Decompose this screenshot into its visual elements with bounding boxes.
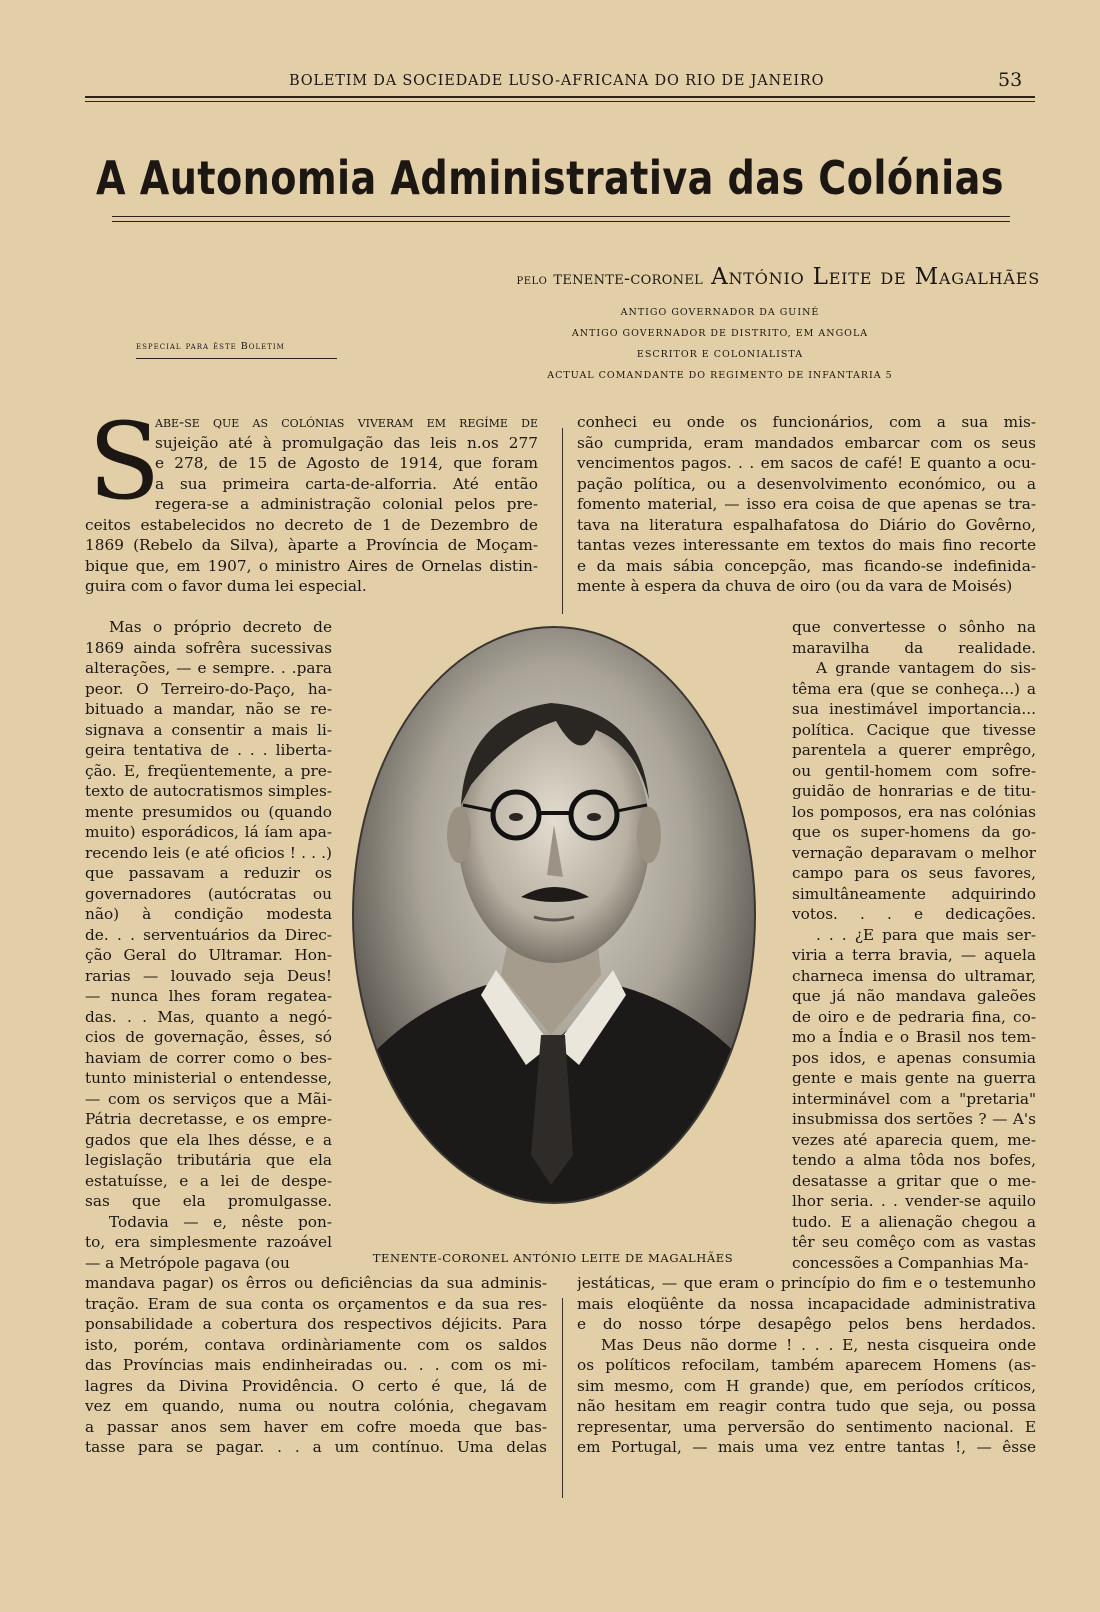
text-line: — com os serviços que a Mãi- — [85, 1089, 332, 1108]
text-line: sim mesmo, com H grande) que, em períodos críticos, — [577, 1376, 1036, 1395]
text-line: geira tentativa de . . . liberta- — [85, 741, 332, 759]
text-line: jestáticas, — que eram o princípio do fim e o testemunho — [577, 1274, 1036, 1292]
text-line: lagres da Divina Providência. O certo é que, lá de — [85, 1376, 547, 1395]
text-line: viria a terra bravia, — aquela — [792, 946, 1036, 964]
text-line: rarias — louvado seja Deus! — [85, 966, 332, 985]
text-line: os políticos refocilam, também aparecem Homens (as- — [577, 1356, 1036, 1374]
text-line: mente presumidos ou (quando — [85, 802, 332, 821]
text-line: das Províncias mais endinheiradas ou. . . com os mi- — [85, 1356, 547, 1374]
column-divider — [562, 1298, 563, 1498]
header-rule-thin — [85, 101, 1035, 102]
text-line: abe-se que as colónias viveram em regíme de — [155, 413, 538, 431]
text-line: vernação deparavam o melhor — [792, 843, 1036, 862]
text-line: lhor seria. . . vender-se aquilo — [792, 1192, 1036, 1210]
text-line: concessões a Companhias Ma- — [792, 1253, 1029, 1272]
text-line: que passavam a reduzir os — [85, 864, 332, 882]
text-line: legislação tributária que ela — [85, 1151, 332, 1169]
right-narrow-column — [792, 617, 1036, 1273]
header-rule — [85, 96, 1035, 98]
text-line: tudo. E a alienação chegou a — [792, 1212, 1036, 1231]
drop-cap: S — [88, 400, 161, 523]
text-line: são cumprida, eram mandados embarcar com os seus — [577, 433, 1036, 452]
text-line: regera-se a administração colonial pelos pre- — [155, 495, 538, 513]
byline-rank: tenente-coronel — [553, 268, 704, 289]
text-line: que convertesse o sônho na — [792, 618, 1036, 636]
text-line: fomento material, — isso era coisa de que apenas se tra- — [577, 495, 1036, 513]
text-line: ponsabilidade a cobertura dos respectivos déjicits. Para — [85, 1315, 547, 1333]
text-line: maravilha da realidade. — [792, 638, 1036, 657]
right-bottom-paragraph — [577, 1273, 1036, 1458]
text-line: em Portugal, — mais uma vez entre tantas !, — êsse — [577, 1438, 1036, 1456]
text-line: votos. . . e dedicações. — [792, 905, 1036, 923]
text-line: los pomposos, era nas colónias — [792, 802, 1036, 821]
credit-line: ESCRITOR E COLONIALISTA — [636, 349, 804, 360]
text-line: tendo a alma tôda nos bofes, — [792, 1151, 1036, 1169]
text-line: sujeição até à promulgação das leis n.os 277 — [155, 433, 538, 452]
text-line: e 278, de 15 de Agosto de 1914, que foram — [155, 454, 538, 472]
text-line: cios de governação, êsses, só — [85, 1028, 332, 1046]
text-line: signava a consentir a mais li- — [85, 720, 332, 739]
text-line: vencimentos pagos. . . em sacos de café! E quanto a ocu- — [577, 454, 1036, 472]
text-line: política. Cacique que tivesse — [792, 720, 1036, 739]
text-line: tasse para se pagar. . . a um contínuo. Uma delas — [85, 1438, 547, 1456]
text-line: campo para os seus favores, — [792, 864, 1036, 882]
byline-prefix: pelo — [516, 272, 548, 288]
text-line: vezes até aparecia quem, me- — [792, 1130, 1036, 1149]
text-line: — a Metrópole pagava (ou — [85, 1253, 290, 1272]
text-line: muito) esporádicos, lá íam apa- — [85, 823, 332, 841]
text-line: simultâneamente adquirindo — [792, 884, 1036, 903]
text-line: tração. Eram de sua conta os orçamentos e da sua res- — [85, 1294, 547, 1313]
right-top-paragraph — [577, 412, 1036, 597]
left-bottom-paragraph — [85, 1273, 547, 1458]
text-line: A grande vantagem do sis- — [816, 659, 1036, 677]
column-divider — [562, 428, 563, 614]
text-line: mais eloqüênte da nossa incapacidade administrativa — [577, 1294, 1036, 1313]
text-line: desatasse a gritar que o me- — [792, 1171, 1036, 1190]
text-line: a passar anos sem haver em cofre moeda que bas- — [85, 1417, 547, 1436]
text-line: 1869 ainda sofrêra sucessivas — [85, 638, 332, 657]
text-line: guidão de honrarias e de titu- — [792, 782, 1036, 800]
text-line: pação política, ou a desenvolvimento económico, ou a — [577, 474, 1036, 493]
text-line: representar, uma perversão do sentimento nacional. E — [577, 1417, 1036, 1436]
photo-caption: TENENTE-CORONEL ANTÓNIO LEITE DE MAGALHÃES — [372, 1251, 734, 1265]
text-line: — nunca lhes foram regatea- — [85, 987, 332, 1005]
text-line: ção. E, freqüentemente, a pre- — [85, 761, 332, 780]
text-line: to, era simplesmente razoável — [85, 1233, 332, 1251]
text-line: têr seu comêço com as vastas — [792, 1233, 1036, 1251]
text-line: que já não mandava galeões — [792, 987, 1036, 1005]
text-line: e do nosso tórpe desapêgo pelos bens herdados. — [577, 1315, 1036, 1333]
text-line: a sua primeira carta-de-alforria. Até então — [155, 474, 538, 493]
text-line: Mas Deus não dorme ! . . . E, nesta cisqueira onde — [601, 1335, 1036, 1354]
text-line: tunto ministerial o entendesse, — [85, 1069, 332, 1087]
text-line: pos idos, e apenas consumia — [792, 1048, 1036, 1067]
left-narrow-column — [85, 617, 332, 1273]
text-line: não) à condição modesta — [85, 905, 332, 923]
text-line: ceitos estabelecidos no decreto de 1 de Dezembro de — [85, 515, 538, 534]
text-line: das. . . Mas, quanto a negó- — [85, 1007, 332, 1026]
text-line: recendo leis (e até oficios ! . . .) — [85, 843, 332, 862]
text-line: bituado a mandar, não se re- — [85, 700, 332, 718]
text-line: e da mais sábia concepção, mas ficando-se indefinida- — [577, 556, 1036, 575]
text-line: insubmissa dos sertões ? — A's — [792, 1110, 1036, 1128]
text-line: mente à espera da chuva de oiro (ou da vara de Moisés) — [577, 577, 1013, 595]
title-underline — [112, 216, 1010, 217]
running-title: BOLETIM DA SOCIEDADE LUSO-AFRICANA DO RIO DE JANEIRO — [289, 73, 825, 89]
text-line: Pátria decretasse, e os empre- — [85, 1110, 332, 1128]
author-credits — [520, 302, 920, 386]
text-line: haviam de correr como o bes- — [85, 1048, 332, 1067]
text-line: gente e mais gente na guerra — [792, 1069, 1036, 1087]
text-line: ou gentil-homem com sofre- — [792, 761, 1036, 780]
portrait-photo — [351, 625, 758, 1205]
page-number: 53 — [998, 69, 1023, 91]
credit-line: ACTUAL COMANDANTE DO REGIMENTO DE INFANTARIA 5 — [547, 370, 893, 381]
special-note-underline — [136, 358, 337, 359]
text-line: peor. O Terreiro-do-Paço, ha- — [85, 679, 332, 698]
byline — [517, 264, 1041, 290]
text-line: mandava pagar) os êrros ou deficiências da sua adminis- — [85, 1274, 547, 1292]
credit-line: ANTIGO GOVERNADOR DE DISTRITO, EM ANGOLA — [571, 328, 869, 339]
text-line: 1869 (Rebelo da Silva), àparte a Província de Moçam- — [85, 536, 538, 554]
title-underline-thin — [112, 221, 1010, 222]
text-line: mo a Índia e o Brasil nos tem- — [792, 1028, 1036, 1046]
text-line: tava na literatura espalhafatosa do Diário do Govêrno, — [577, 515, 1036, 534]
text-line: estatuísse, e a lei de despe- — [85, 1171, 332, 1190]
text-line: alterações, — e sempre. . .para — [85, 659, 332, 677]
text-line: sua inestimável importancia... — [792, 700, 1036, 718]
text-line: texto de autocratismos simples- — [85, 782, 332, 800]
text-line: que os super-homens da go- — [792, 823, 1036, 841]
text-line: de. . . serventuários da Direc- — [85, 925, 332, 944]
byline-author: António Leite de Magalhães — [711, 264, 1040, 290]
text-line: parentela a querer emprêgo, — [792, 741, 1036, 759]
text-line: Todavia — e, nêste pon- — [109, 1212, 332, 1231]
text-line: guira com o favor duma lei especial. — [85, 577, 367, 595]
text-line: ção Geral do Ultramar. Hon- — [85, 946, 332, 964]
text-line: bique que, em 1907, o ministro Aires de Ornelas distin- — [85, 556, 538, 575]
running-head — [85, 69, 1035, 94]
text-line: governadores (autócratas ou — [85, 884, 332, 903]
credit-line: ANTIGO GOVERNADOR DA GUINÉ — [620, 307, 820, 318]
special-note: especial para êste Boletim — [136, 341, 285, 352]
text-line: conheci eu onde os funcionários, com a sua mis- — [577, 413, 1036, 431]
text-line: charneca imensa do ultramar, — [792, 966, 1036, 985]
text-line: têma era (que se conheça...) a — [792, 679, 1036, 698]
text-line: vez em quando, numa ou noutra colónia, chegavam — [85, 1397, 547, 1415]
text-line: interminável com a "pretaria" — [792, 1089, 1036, 1108]
text-line: gados que ela lhes désse, e a — [85, 1130, 332, 1149]
text-line: . . . ¿E para que mais ser- — [816, 925, 1036, 944]
text-line: de oiro e de pedraria fina, co- — [792, 1007, 1036, 1026]
text-line: sas que ela promulgasse. — [85, 1192, 332, 1210]
text-line: isto, porém, contava ordinàriamente com os saldos — [85, 1335, 547, 1354]
article-title: A Autonomia Administrativa das Colónias — [96, 151, 1004, 205]
text-line: não hesitam em reagir contra tudo que seja, ou possa — [577, 1397, 1036, 1415]
left-top-paragraph — [85, 400, 538, 597]
text-line: Mas o próprio decreto de — [109, 618, 332, 636]
text-line: tantas vezes interessante em textos do mais fino recorte — [577, 536, 1036, 554]
